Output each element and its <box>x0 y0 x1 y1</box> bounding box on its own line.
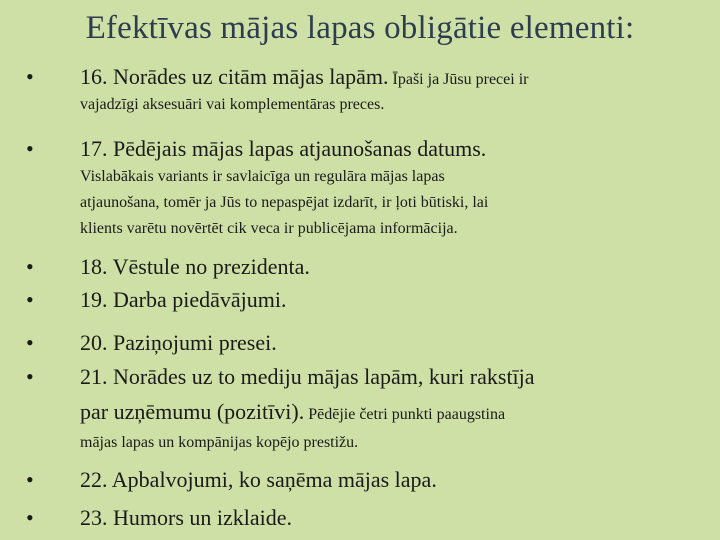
bullet-21: • <box>26 364 34 389</box>
bullet-20: • <box>26 330 34 355</box>
item-16-line <box>80 64 528 90</box>
item-16-heading: 16. Norādes uz citām mājas lapām. <box>80 64 389 89</box>
bullet-16: • <box>26 64 34 89</box>
bullet-17: • <box>26 136 34 161</box>
item-21-note-line-1: mājas lapas un kompānijas kopējo prestižu. <box>80 434 359 451</box>
item-21-line-2 <box>80 399 505 425</box>
item-22-heading: 22. Apbalvojumi, ko saņēma mājas lapa. <box>80 467 437 492</box>
item-21-heading-cont: par uzņēmumu (pozitīvi). <box>80 399 305 424</box>
item-17-heading: 17. Pēdējais mājas lapas atjaunošanas datums. <box>80 136 487 161</box>
item-20-heading: 20. Paziņojumi presei. <box>80 330 277 355</box>
item-17-note-line-3: klients varētu novērtēt cik veca ir publicējama informācija. <box>80 220 458 237</box>
item-21-heading: 21. Norādes uz to mediju mājas lapām, kuri rakstīja <box>80 364 535 389</box>
bullet-22: • <box>26 467 34 492</box>
item-16-note-inline: Īpaši ja Jūsu precei ir <box>392 71 529 88</box>
item-16-note-line-1: vajadzīgi aksesuāri vai komplementāras preces. <box>80 96 385 113</box>
item-17-note-line-1: Vislabākais variants ir savlaicīga un regulāra mājas lapas <box>80 168 445 185</box>
bullet-23: • <box>26 505 34 530</box>
item-19-heading: 19. Darba piedāvājumi. <box>80 287 287 312</box>
item-17-note-line-2: atjaunošana, tomēr ja Jūs to nepaspējat izdarīt, ir ļoti būtiski, lai <box>80 194 489 211</box>
bullet-19: • <box>26 287 34 312</box>
item-23-heading: 23. Humors un izklaide. <box>80 505 293 530</box>
slide-title: Efektīvas mājas lapas obligātie elementi: <box>85 10 635 46</box>
item-18-heading: 18. Vēstule no prezidenta. <box>80 254 310 279</box>
bullet-18: • <box>26 254 34 279</box>
item-21-note-inline: Pēdējie četri punkti paaugstina <box>308 406 506 423</box>
